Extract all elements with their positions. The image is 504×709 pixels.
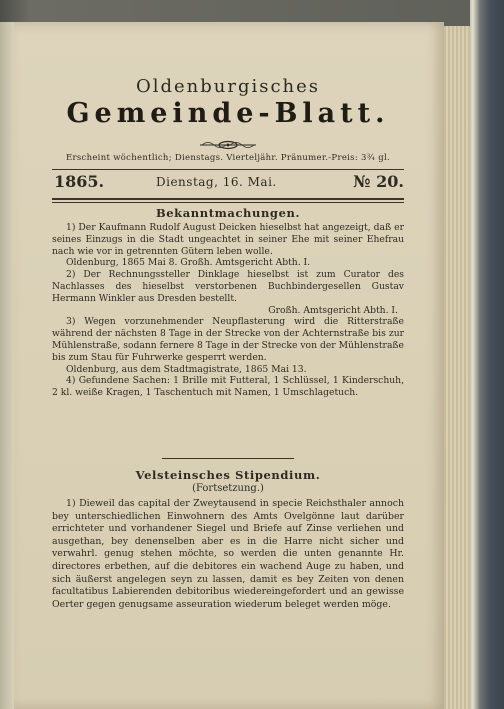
notice-1: 1) Der Kaufmann Rudolf August Deicken hieselbst hat angezeigt, daß er seines Einzugs in die Stadt ungeachtet in seiner Ehe mit seiner Ehefrau nach wie vor in getrennten Gütern leben wolle. [52, 222, 404, 257]
bekanntmachungen-body [52, 222, 404, 399]
issue-year: 1865. [54, 172, 105, 191]
notice-2: 2) Der Rechnungssteller Dinklage hieselbst ist zum Curator des Nachlasses des hieselbst verstorbenen Buchbindergesellen Gustav Hermann Winkler aus Dresden bestellt. [52, 269, 404, 304]
top-rule [52, 169, 404, 170]
section-heading-stipendium: Velsteinsches Stipendium. [135, 468, 321, 482]
ornament-divider-icon [52, 139, 404, 151]
stipendium-paragraph-1: 1) Dieweil das capital der Zweytausend in specie Reichsthaler annoch bey unterschiedlichen Einwohnern des Amts Ovelgönne laut darüber errichteter und vorhandener Siegel und Briefe auf Zinse verliehen und ausgethan, bey denenselben aber es in die Harre nicht sicher und verwahrl. genug stehen möchte, so werden die unten genannte Hr. directores erbethen, auf die debitores ein wachend Auge zu haben, und sich äußerst angelegen seyn zu lassen, damit es bey Zeiten von denen facultatibus Labierenden debitoribus wiedereingefordert und an gewisse Oerter gegen genugsame asseuration wiederum beleget werden möge. [52, 498, 404, 610]
notice-3-signature: Oldenburg, aus dem Stadtmagistrate, 1865 Mai 13. [66, 363, 307, 375]
issue-date: Dienstag, 16. Mai. [156, 175, 277, 189]
masthead-title: Gemeinde-Blatt. [66, 98, 390, 129]
dateline [52, 172, 404, 194]
dateline-rule-thin [52, 202, 404, 203]
dateline-rule [52, 198, 404, 200]
stipendium-body [52, 498, 404, 611]
notice-3: 3) Wegen vorzunehmender Neupflasterung wird die Ritterstraße während der nächsten 8 Tage in der Strecke von der Achternstraße bis zur Mühlenstraße, sodann fernere 8 Tage in der Strecke von der Mühlenstraße bis zum Stau für Fuhrwerke gesperrt werden. [52, 316, 404, 363]
notice-2-signature: Großh. Amtsgericht Abth. I. [268, 304, 398, 316]
issue-number: № 20. [353, 172, 404, 191]
notice-4: 4) Gefundene Sachen: 1 Brille mit Futteral, 1 Schlüssel, 1 Kinderschuh, 2 kl. weiße Kragen, 1 Taschentuch mit Namen, 1 Umschlagetuch. [52, 375, 404, 399]
left-page-edge [0, 22, 14, 709]
notice-1-signature: Oldenburg, 1865 Mai 8. Großh. Amtsgericht Abth. I. [66, 257, 311, 269]
newspaper-page [14, 22, 444, 709]
masthead-subtitle: Erscheint wöchentlich; Dienstags. Vierteljähr. Pränumer.-Preis: 3¾ gl. [65, 153, 391, 163]
section-heading-bekanntmachungen: Bekanntmachungen. [155, 206, 301, 220]
section-divider [162, 458, 294, 459]
section-subheading: (Fortsetzung.) [192, 483, 264, 494]
book-spine [470, 0, 504, 709]
masthead-kicker: Oldenburgisches [135, 76, 321, 97]
